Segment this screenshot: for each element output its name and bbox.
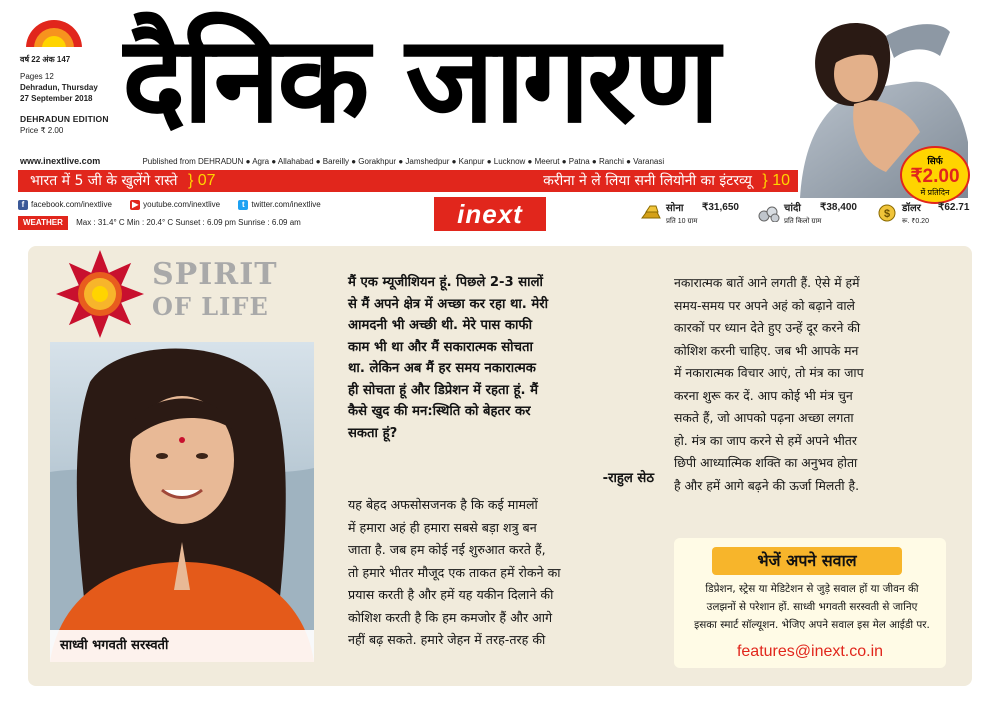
- answer-column-2: [674, 272, 946, 497]
- answer-line: है और हमें आगे बढ़ने की ऊर्जा मिलती है.: [674, 477, 860, 493]
- silver-value: ₹38,400: [820, 202, 857, 213]
- question-line: आमदनी भी अच्छी थी. मेरे पास काफी: [348, 318, 533, 333]
- page-count: Pages 12: [20, 72, 54, 81]
- answer-line: जाता है. जब हम कोई नई शुरुआत करते हैं,: [348, 542, 546, 557]
- answer-line: में नकारात्मक विचार आएं, तो मंत्र का जाप: [674, 365, 864, 380]
- ask-body-line: इसका स्मार्ट सॉल्यूशन. भेजिए अपने सवाल इस मेल आईडी पर.: [694, 619, 930, 631]
- social-twitter-text: twitter.com/inextlive: [251, 200, 321, 209]
- silver-label: चांदी: [784, 203, 801, 214]
- headline-right-page: } 10: [762, 172, 790, 189]
- url-row: [20, 155, 800, 167]
- answer-line: सकते हैं, जो आपको पढ़ना अच्छा लगता: [674, 410, 854, 425]
- answer-line: यह बेहद अफसोसजनक है कि कई मामलों: [348, 497, 538, 512]
- price-badge: [900, 146, 970, 204]
- social-youtube-text: youtube.com/inextlive: [143, 200, 221, 209]
- section-title-line1: SPIRIT: [152, 257, 278, 292]
- ask-body-line: डिप्रेशन, स्ट्रेस या मेडिटेशन से जुड़े सवाल हों या जीवन की: [705, 583, 919, 595]
- weather-details: Max : 31.4° C Min : 20.4° C Sunset : 6.09 pm Sunrise : 6.09 am: [76, 218, 301, 227]
- twitter-icon: t: [238, 200, 248, 210]
- headline-right-text: करीना ने ले लिया सनी लियोनी का इंटरव्यू: [543, 173, 752, 189]
- headline-left-page: } 07: [187, 172, 216, 189]
- question-line: मैं एक म्यूजीशियन हूं. पिछले 2-3 सालों: [348, 275, 543, 290]
- youtube-icon: ▶: [132, 199, 139, 209]
- author-photo: [50, 342, 314, 662]
- market-gold: [640, 200, 750, 230]
- answer-line: में हमारा अहं ही हमारा सबसे बड़ा शत्रु बन: [348, 519, 537, 535]
- answer-line: छिपी आध्यात्मिक शक्ति का अनुभव होता: [674, 455, 858, 470]
- lotus-mandala-icon: [50, 248, 150, 340]
- answer-line: करना शुरू कर दें. आप कोई भी मंत्र चुन: [674, 387, 853, 403]
- website-link[interactable]: www.inextlive.com: [20, 156, 101, 166]
- issue-price: Price ₹ 2.00: [20, 126, 64, 135]
- issue-date: 27 September 2018: [20, 94, 93, 103]
- question-author: -राहुल सेठ: [602, 471, 654, 486]
- contact-email-link[interactable]: features@inext.co.in: [736, 643, 884, 660]
- market-rates: [640, 200, 980, 230]
- inext-logo[interactable]: inext: [434, 197, 546, 231]
- silver-unit: प्रति किलो ग्राम: [784, 218, 822, 225]
- weather-strip: [18, 216, 418, 230]
- newspaper-title: दैनिक जागरण: [122, 11, 717, 150]
- section-title: [148, 258, 318, 328]
- question-line: से मैं अपने क्षेत्र में अच्छा कर रहा था. मेरी: [348, 296, 549, 312]
- gold-label: सोना: [666, 203, 684, 214]
- market-silver: [758, 200, 868, 230]
- dollar-icon: [876, 204, 898, 222]
- social-link-youtube[interactable]: [130, 198, 220, 212]
- question-line: सकता हूं?: [348, 425, 398, 441]
- masthead: [0, 0, 1000, 240]
- social-link-facebook[interactable]: [18, 198, 112, 212]
- dollar-unit: रू. ₹0.20: [902, 218, 929, 225]
- ask-question-header: भेजें अपने सवाल: [712, 547, 902, 575]
- issue-number: वर्ष 22 अंक 147: [20, 55, 71, 64]
- edition-label: DEHRADUN EDITION: [20, 114, 109, 124]
- answer-line: समय-समय पर अपने अहं को बढ़ाने वाले: [674, 297, 855, 313]
- answer-line: प्रयास करती है और हमें यह यकीन दिलाने की: [348, 587, 554, 602]
- section-title-line2: OF LIFE: [152, 292, 269, 321]
- headline-left[interactable]: [30, 170, 216, 192]
- answer-line: कारकों पर ध्यान देते हुए उन्हें दूर करने की: [674, 320, 861, 335]
- gold-value: ₹31,650: [702, 202, 739, 213]
- answer-line: नकारात्मक बातें आने लगती हैं. ऐसे में हमें: [674, 275, 860, 290]
- dollar-label: डॉलर: [902, 203, 921, 214]
- social-links: [18, 198, 438, 212]
- answer-line: नहीं बढ़ सकते. हमारे जेहन में तरह-तरह की: [348, 632, 546, 647]
- answer-column-1: [348, 494, 654, 652]
- silver-icon: [758, 204, 780, 222]
- social-facebook-text: facebook.com/inextlive: [31, 200, 112, 209]
- gold-icon: [640, 204, 662, 222]
- rising-sun-logo-icon: [22, 14, 86, 50]
- headline-bar: [18, 170, 798, 192]
- headline-right[interactable]: [543, 170, 790, 192]
- question-line: काम भी था और मैं सकारात्मक सोचता: [348, 339, 533, 355]
- reader-question: [348, 272, 654, 444]
- social-link-twitter[interactable]: [238, 198, 320, 212]
- svg-text:$: $: [883, 208, 891, 220]
- gold-unit: प्रति 10 ग्राम: [666, 218, 698, 225]
- answer-line: हो. मंत्र का जाप करने से हमें अपने भीतर: [674, 432, 857, 448]
- issue-meta: [20, 54, 120, 136]
- answer-line: कोशिश करती है कि हम कमजोर हैं और आगे: [348, 609, 553, 625]
- market-dollar: [876, 200, 980, 230]
- price-badge-value: ₹2.00: [910, 166, 960, 187]
- question-line: ही सोचता हूं और डिप्रेशन में रहता हूं. मैं: [348, 382, 539, 398]
- question-line: था. लेकिन अब मैं हर समय नकारात्मक: [348, 361, 536, 376]
- ask-question-body: [684, 580, 940, 634]
- ask-body-line: उलझनों से परेशान हों. साध्वी भगवती सरस्वती से जानिए: [706, 601, 918, 613]
- question-line: कैसे खुद की मन:स्थिति को बेहतर कर: [348, 404, 531, 419]
- published-from: Published from DEHRADUN ● Agra ● Allahabad ● Bareilly ● Gorakhpur ● Jamshedpur ● Kanpur ● Lucknow ● Meerut ● Patna ● Ranchi ● Varanasi: [142, 157, 665, 166]
- price-badge-label: सिर्फ: [927, 156, 943, 166]
- facebook-icon: f: [18, 200, 28, 210]
- answer-line: कोशिश करनी चाहिए. जब भी आपके मन: [674, 342, 859, 358]
- headline-left-text: भारत में 5 जी के खुलेंगे रास्ते: [30, 173, 178, 189]
- place-day: Dehradun, Thursday: [20, 83, 98, 92]
- weather-label: WEATHER: [18, 216, 68, 230]
- price-badge-sub: में प्रतिदिन: [920, 188, 950, 197]
- dollar-value: ₹62.71: [938, 202, 970, 213]
- answer-line: तो हमारे भीतर मौजूद एक ताकत हमें रोकने का: [348, 564, 561, 580]
- photo-caption: साध्वी भगवती सरस्वती: [50, 630, 314, 662]
